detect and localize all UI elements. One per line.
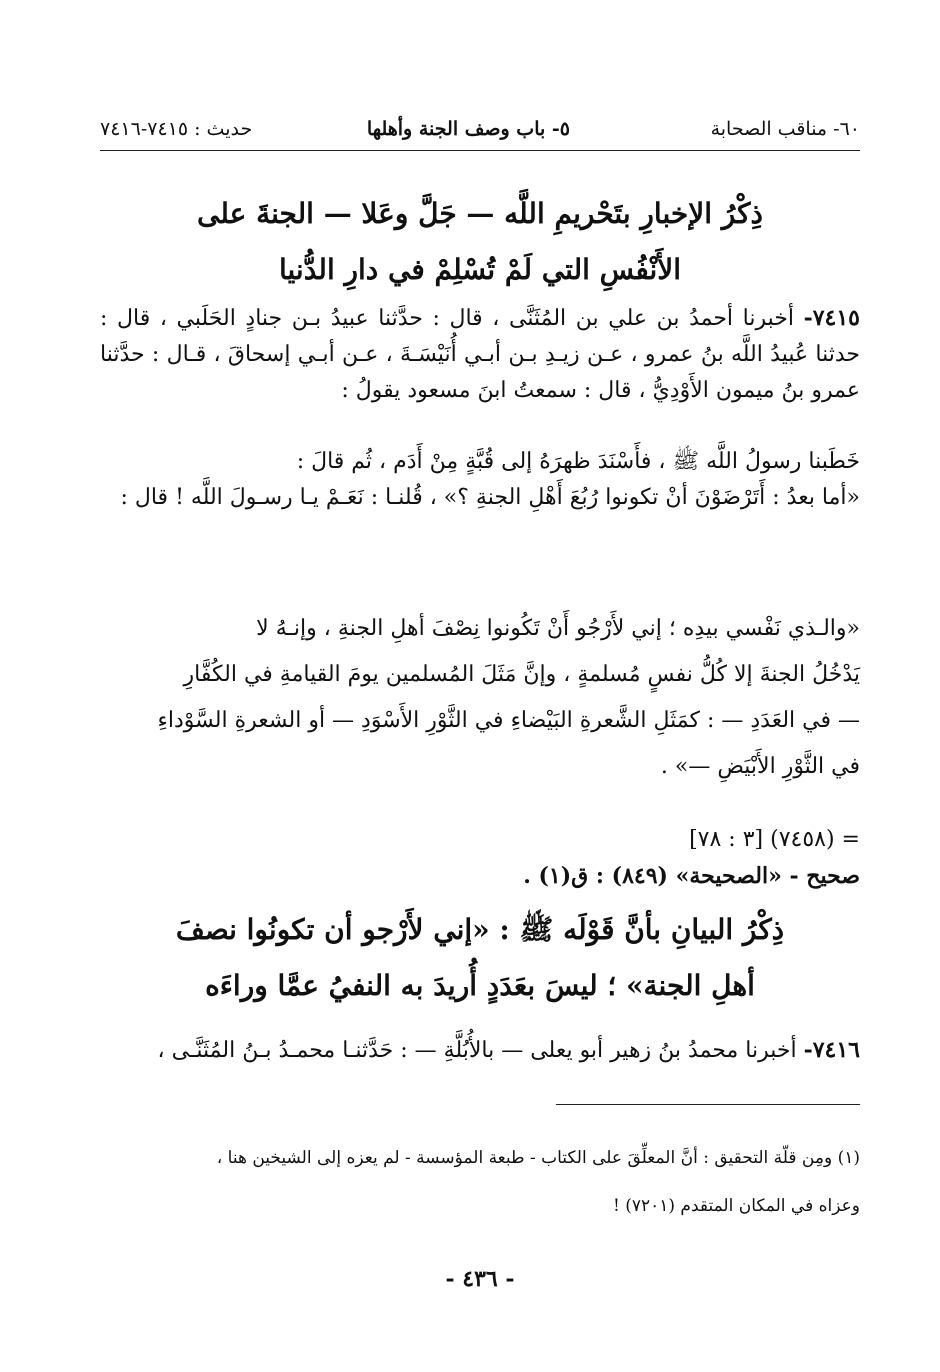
heading-2-line-1: ذِكْرُ البيانِ بأنَّ قَوْلَه ﷺ : «إني لأَرْجو أن تكونُوا نصفَ <box>175 913 785 946</box>
heading-2-line-2: أهلِ الجنة» ؛ ليسَ بعَدَدٍ أُريدَ به النفيُ عمَّا وراءَه <box>205 969 755 1002</box>
chapter-title: ٦٠- مناقب الصحابة <box>710 118 860 140</box>
heading-1-line-2: الأَنْفُسِ التي لَمْ تُسْلِمْ في دارِ الدُّنيا <box>278 253 682 286</box>
page-number: - ٤٣٦ - <box>445 1266 515 1292</box>
matn-3-line-4: في الثَّوْرِ الأَبْيَضِ —» . <box>660 754 860 779</box>
hadith-number: ٧٤١٥- <box>803 305 860 331</box>
hadith-7415-matn-3 <box>100 606 860 794</box>
hadith-7415-matn-2: «أما بعدُ : أَتَرْضَوْنَ أنْ تكونوا رُبُعَ أَهْلِ الجنةِ ؟» ، قُلنـا : نَعَـمْ يـا رسـولَ اللَّه ! قال : <box>120 485 860 510</box>
section-title: ٥- باب وصف الجنة وأهلها <box>366 118 570 140</box>
hadith-7416-isnad <box>100 1032 860 1069</box>
chapter-heading-1 <box>100 186 860 298</box>
header-rule <box>100 150 860 151</box>
running-header <box>100 112 860 146</box>
isnad-text: أخبرنا أحمدُ بن علي بن المُثَنَّى ، قال : حدَّثنا عبيدُ بـن جنادٍ الحَلَبي ، قال : حدثنا عُبيدُ اللَّه بنُ عمرو ، عـن زيـدِ بـن أبـي أُنَيْسَـةَ ، عـن أبـي إسحاقَ ، قـال : حدَّثنا عمرو بنُ ميمون الأَوْدِيُّ ، قال : سمعتُ ابنَ مسعود يقولُ : <box>100 306 860 403</box>
footnote-line-1: (١) ومِن قلّة التحقيق : أنَّ المعلِّقَ على الكتاب - طبعة المؤسسة - لم يعزه إلى الشيخين هنا ، <box>216 1148 860 1168</box>
hadith-grade: صحيح - «الصحيحة» (٨٤٩) : ق(١) . <box>523 863 860 889</box>
isnad-text-2: أخبرنا محمدُ بنُ زهير أبو يعلى — بالأُبُلَّةِ — : حَدَّثنـا محمـدُ بـنُ المُثَنَّـى ، <box>157 1038 797 1063</box>
hadith-7415-matn-1: خَطَبنا رسولُ اللَّه ﷺ ، فأَسْنَدَ ظهرَهُ إلى قُبَّةٍ مِنْ أَدَم ، ثُم قالَ : <box>296 449 860 474</box>
hadith-range: حديث : ٧٤١٥-٧٤١٦ <box>100 118 253 140</box>
cross-reference: = (٧٤٥٨) [٣ : ٧٨] <box>689 827 860 852</box>
footnote-rule <box>556 1104 860 1105</box>
footnote <box>100 1134 860 1230</box>
matn-3-line-3: — في العَدَدِ — : كمَثَلِ الشَّعرةِ البَيْضاءِ في الثَّوْرِ الأَسْوَدِ — أو الشعرةِ السَّوْداءِ <box>157 708 860 733</box>
matn-3-line-2: يَدْخُلُ الجنةَ إلا كُلُّ نفسٍ مُسلمةٍ ، وإنَّ مَثَلَ المُسلمين يومَ القيامةِ في الكُفَّارِ <box>183 662 860 687</box>
heading-1-line-1: ذِكْرُ الإخبارِ بتَحْريمِ اللَّه — جَلَّ وعَلا — الجنةَ على <box>197 197 763 230</box>
footnote-line-2: وعزاه في المكان المتقدم (٧٢٠١) ! <box>612 1196 860 1216</box>
hadith-number-2: ٧٤١٦- <box>803 1037 860 1063</box>
hadith-7415-isnad <box>100 300 860 409</box>
matn-3-line-1: «والـذي نَفْسي بيدِه ؛ إني لأَرْجُو أَنْ تَكُونوا نِصْفَ أهلِ الجنةِ ، وإنـهُ لا <box>256 616 860 641</box>
chapter-heading-2 <box>100 902 860 1014</box>
